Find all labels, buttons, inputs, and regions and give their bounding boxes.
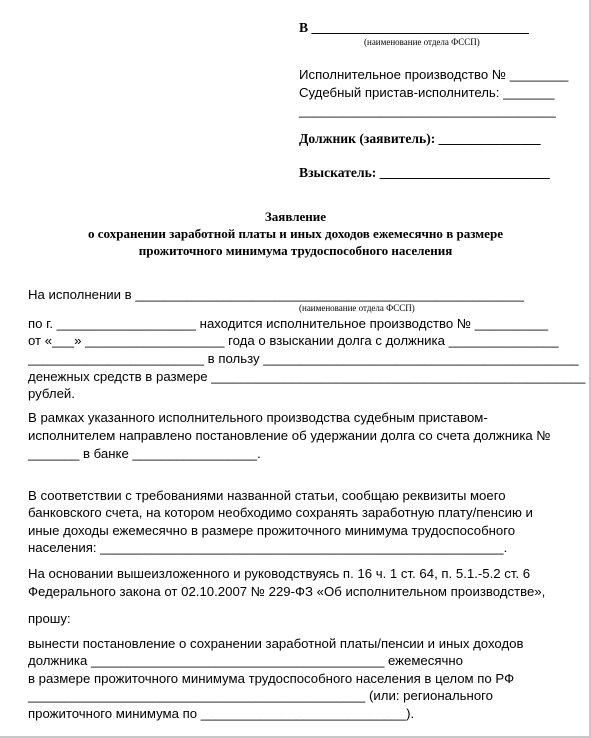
- body-request-word: прошу:: [28, 611, 71, 626]
- body-p3-line-1: В соответствии с требованиями названной статьи, сообщаю реквизиты моего: [28, 488, 506, 503]
- header-proceeding-line: Исполнительное производство № ________: [299, 67, 569, 82]
- body-p2-line-3: _______ в банке _________________.: [28, 446, 261, 461]
- body-p2-line-2: исполнителем направлено постановление об удержании долга со счета должника №: [28, 428, 551, 443]
- body-p1-line-4: ________________________ в пользу ___________________________________________: [28, 351, 579, 366]
- body-p6-line-1: вынести постановление о сохранении заработной платы/пенсии и иных доходов: [28, 636, 524, 651]
- document-subtitle-line-2: прожиточного минимума трудоспособного населения: [138, 243, 453, 258]
- body-p1-line-3: от «___» ___________________ года о взыскании долга с должника _______________: [28, 333, 559, 348]
- header-bailiff-line: Судебный пристав-исполнитель: _______: [299, 85, 555, 100]
- body-p1-line-1: На исполнении в _____________________________________________________: [28, 287, 525, 302]
- header-to-caption: (наименование отдела ФССП): [364, 37, 480, 47]
- body-p4-line-2: Федерального закона от 02.10.2007 № 229-ФЗ «Об исполнительном производстве»,: [28, 584, 546, 599]
- document-title: Заявление: [264, 209, 327, 224]
- document-subtitle-line-1: о сохранении заработной платы и иных доходов ежемесячно в размере: [87, 226, 503, 241]
- body-p3-line-3: иные доходы ежемесячно в размере прожиточного минимума трудоспособного: [28, 523, 516, 538]
- body-p1-line-5: денежных средств в размере ___________________________________________________: [28, 369, 586, 384]
- body-p6-line-4: ______________________________________________ (или: регионального: [28, 688, 494, 703]
- body-p4-line-1: На основании вышеизложенного и руководствуясь п. 16 ч. 1 ст. 64, п. 5.1.-5.2 ст. 6: [28, 566, 531, 581]
- body-p6-line-2: должника ________________________________________ ежемесячно: [28, 653, 463, 668]
- body-p1-line-2: по г. ___________________ находится исполнительное производство № __________: [28, 316, 549, 331]
- header-debtor-line: Должник (заявитель): _______________: [299, 131, 541, 146]
- body-p6-line-3: в размере прожиточного минимума трудоспособного населения в целом по РФ: [28, 671, 515, 686]
- body-p6-line-5: прожиточного минимума по ____________________________).: [28, 706, 415, 721]
- body-p1-caption: (наименование отдела ФССП): [299, 303, 415, 313]
- body-p2-line-1: В рамках указанного исполнительного производства судебным приставом-: [28, 410, 488, 425]
- header-blank-line: ___________________________________: [299, 103, 556, 118]
- body-p1-line-6: рублей.: [28, 386, 75, 401]
- body-p3-line-2: банковского счета, на котором необходимо сохранять заработную плату/пенсию и: [28, 505, 533, 520]
- header-to-line: В ________________________________: [299, 20, 529, 35]
- header-creditor-line: Взыскатель: _________________________: [299, 165, 550, 180]
- body-p3-line-4: населения: _______________________________________________________.: [28, 540, 508, 555]
